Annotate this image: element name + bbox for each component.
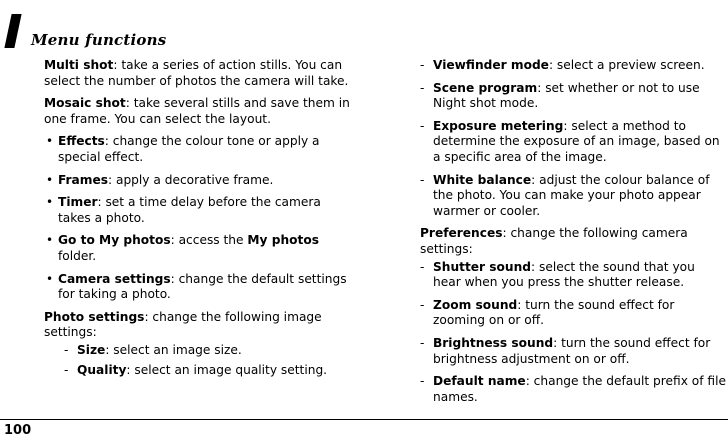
dash-marker: -	[420, 297, 425, 312]
list-item-exposure-metering	[420, 119, 726, 166]
desc-timer: : set a time delay before the camera takes a photo.	[58, 195, 321, 225]
bullet-marker: •	[46, 172, 54, 187]
term-zoom-sound: Zoom sound	[433, 297, 518, 312]
term-viewfinder-mode: Viewfinder mode	[433, 58, 549, 72]
paragraph-mosaic-shot	[44, 96, 354, 127]
list-item-camera-settings	[44, 272, 354, 303]
paragraph-multi-shot	[44, 58, 354, 89]
list-item-effects	[44, 134, 354, 165]
dash-marker: -	[420, 335, 425, 350]
list-item-viewfinder-mode	[420, 58, 726, 74]
list-item-zoom-sound	[420, 298, 726, 329]
page-header	[0, 0, 728, 56]
paragraph-photo-settings	[44, 310, 354, 341]
desc-my-photos-folder: folder.	[58, 248, 97, 263]
dash-marker: -	[64, 342, 69, 357]
desc-brightness-sound: : turn the sound effect for brightness adjustment on or off.	[433, 335, 711, 366]
bullet-marker: •	[46, 134, 54, 149]
term-white-balance: White balance	[433, 172, 532, 187]
page-title: Menu functions	[31, 31, 167, 49]
desc-photo-settings: : change the following image settings:	[44, 309, 322, 340]
term-preferences: Preferences	[420, 226, 503, 241]
list-item-quality	[64, 363, 354, 379]
dash-marker: -	[420, 374, 425, 389]
term-camera-settings: Camera settings	[58, 271, 171, 286]
term-effects: Effects	[58, 134, 105, 149]
dash-marker: -	[64, 362, 69, 377]
term-scene-program: Scene program	[433, 80, 538, 95]
term-size: Size	[77, 342, 106, 357]
list-item-timer	[44, 195, 354, 226]
desc-exposure-metering: : select a method to determine the exposure of an image, based on a specific area of the image.	[433, 118, 720, 164]
term-timer: Timer	[58, 195, 98, 210]
desc-size: : select an image size.	[105, 342, 242, 357]
list-item-white-balance	[420, 173, 726, 220]
page-number: 100	[4, 423, 32, 438]
dash-marker: -	[420, 172, 425, 187]
paragraph-preferences	[420, 226, 726, 257]
term-mosaic-shot: Mosaic shot	[44, 96, 126, 111]
desc-go-to-my-photos: : access the	[170, 233, 248, 248]
list-item-size	[64, 343, 354, 359]
term-exposure-metering: Exposure metering	[433, 118, 564, 133]
header-slash-mark	[4, 14, 21, 48]
list-item-go-to-my-photos	[44, 233, 354, 264]
term-brightness-sound: Brightness sound	[433, 335, 554, 350]
dash-marker: -	[420, 58, 425, 72]
term-go-to-my-photos: Go to My photos	[58, 233, 171, 248]
desc-camera-settings: : change the default settings for taking a photo.	[58, 271, 347, 302]
list-item-scene-program	[420, 81, 726, 112]
desc-viewfinder-mode: : select a preview screen.	[548, 58, 705, 72]
desc-zoom-sound: : turn the sound effect for zooming on or off.	[433, 297, 675, 328]
desc-shutter-sound: : select the sound that you hear when you press the shutter release.	[433, 259, 695, 290]
list-item-frames	[44, 173, 354, 189]
desc-quality: : select an image quality setting.	[126, 362, 328, 377]
left-text-column	[44, 58, 354, 382]
desc-scene-program: : set whether or not to use Night shot mode.	[433, 80, 700, 111]
bullet-marker: •	[46, 195, 54, 210]
desc-white-balance: : adjust the colour balance of the photo. You can make your photo appear warmer or cooler.	[433, 172, 710, 218]
desc-preferences: : change the following camera settings:	[420, 226, 688, 256]
list-item-shutter-sound	[420, 260, 726, 291]
list-item-default-name	[420, 374, 726, 405]
desc-mosaic-shot: : take several stills and save them in one frame. You can select the layout.	[44, 96, 350, 126]
term-multi-shot: Multi shot	[44, 58, 114, 72]
term-my-photos-folder: My photos	[247, 233, 319, 248]
dash-marker: -	[420, 118, 425, 133]
bullet-marker: •	[46, 271, 54, 286]
term-frames: Frames	[58, 172, 108, 187]
desc-multi-shot: : take a series of action stills. You can select the number of photos the camera will take.	[44, 58, 349, 88]
desc-default-name: : change the default prefix of file names.	[433, 374, 726, 404]
right-text-column	[420, 58, 726, 412]
list-item-brightness-sound	[420, 336, 726, 367]
dash-marker: -	[420, 259, 425, 274]
dash-marker: -	[420, 80, 425, 95]
desc-frames: : apply a decorative frame.	[108, 172, 274, 187]
bullet-marker: •	[46, 233, 54, 248]
term-shutter-sound: Shutter sound	[433, 259, 532, 274]
footer-divider	[0, 419, 728, 420]
term-photo-settings: Photo settings	[44, 309, 145, 324]
term-quality: Quality	[77, 362, 127, 377]
term-default-name: Default name	[433, 374, 526, 389]
desc-effects: : change the colour tone or apply a special effect.	[58, 134, 320, 164]
